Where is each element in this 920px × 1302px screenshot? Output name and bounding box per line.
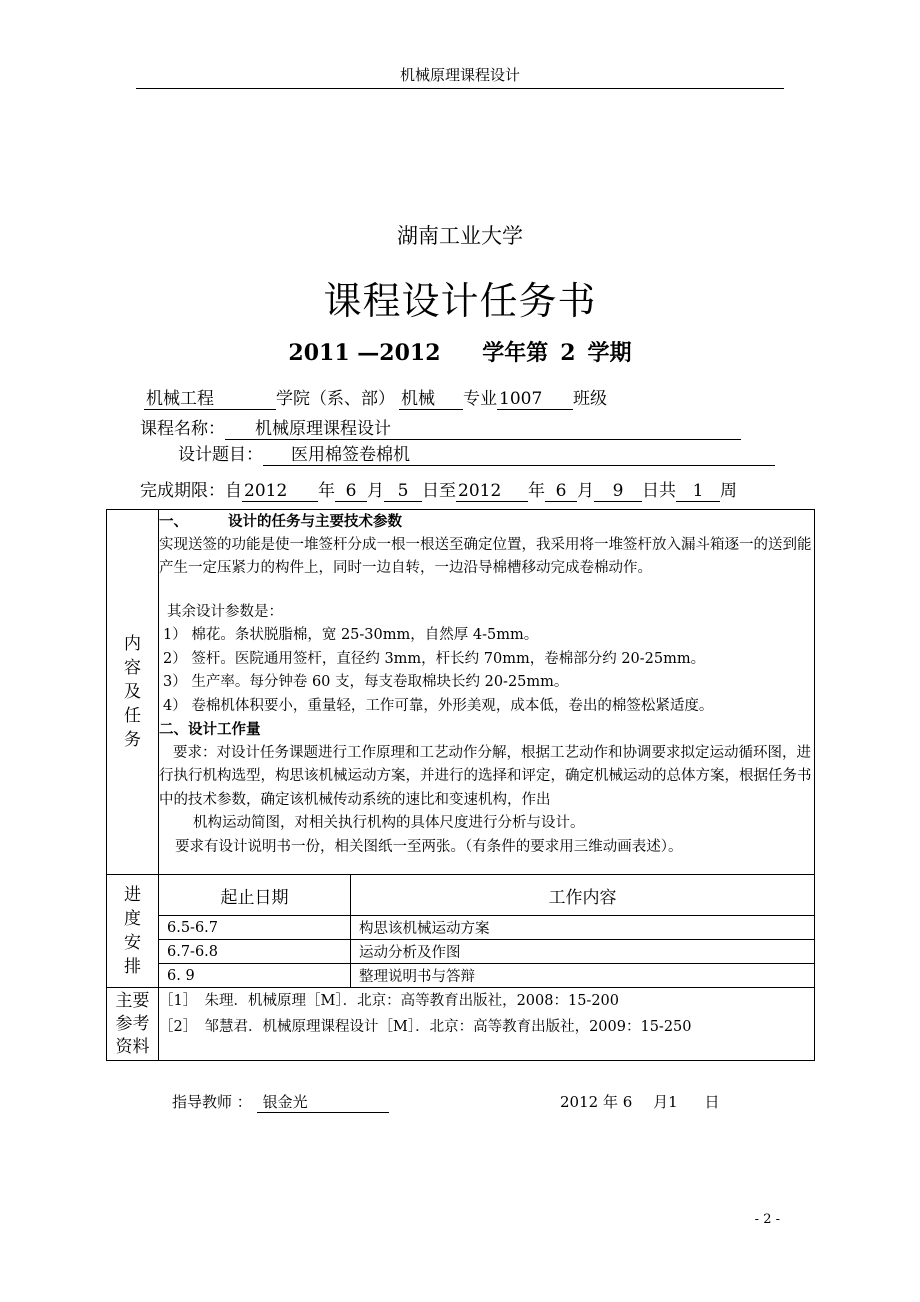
course-name-label: 课程名称：	[140, 419, 225, 439]
requirement-1-cont: 机构运动简图，对相关执行机构的具体尺度进行分析与设计。	[193, 815, 585, 831]
header-rule	[136, 88, 784, 89]
to-month: 6	[545, 481, 577, 502]
teacher-line	[172, 1091, 389, 1113]
design-topic-label: 设计题目：	[178, 445, 263, 465]
reference-item: ［2］ 邹慧君．机械原理课程设计［M］．北京：高等教育出版社，2009：15-250	[159, 1019, 692, 1035]
teacher-name: 银金光	[257, 1091, 389, 1113]
from-day: 5	[384, 481, 422, 502]
content-side-label	[107, 510, 159, 875]
side-text: 资料	[115, 1037, 150, 1057]
teacher-label: 指导教师 ：	[172, 1093, 252, 1111]
param-item: 2） 签杆。医院通用签杆，直径约 3mm，杆长约 70mm，卷棉部分约 20-25mm。	[163, 650, 706, 667]
side-char: 度	[124, 909, 141, 929]
side-char: 进	[124, 885, 141, 905]
period-nian2: 年	[528, 481, 545, 501]
term-num: 2	[560, 340, 576, 366]
period-yue2: 月	[577, 481, 594, 501]
course-name-value: 机械原理课程设计	[225, 414, 741, 440]
university-name: 湖南工业大学	[397, 224, 523, 248]
requirement-1: 要求：对设计任务课题进行工作原理和工艺动作分解，根据工艺动作和协调要求拟定运动循环图，进行执行机构选型，构思该机械运动方案，并进行的选择和评定，确定机械运动的总体方案，根据任务书中的技术参数，确定该机械传动系统的速比和变速机构，作出	[159, 744, 812, 808]
paragraph-1: 实现送签的功能是使一堆签杆分成一根一根送至确定位置，我采用将一堆签杆放入漏斗箱逐一的送到能产生一定压紧力的构件上，同时一边自转，一边沿导棉槽移动完成卷棉动作。	[159, 536, 812, 576]
sign-month: 6	[622, 1093, 633, 1111]
side-char: 内	[124, 634, 141, 654]
class-value: 1007	[497, 389, 573, 410]
schedule-col-work: 工作内容	[351, 875, 815, 916]
param-item: 3） 生产率。每分钟卷 60 支，每支卷取棉块长约 20-25mm。	[163, 674, 569, 690]
course-name-line	[140, 414, 741, 440]
design-topic-value: 医用棉签卷棉机	[263, 440, 775, 466]
side-text: 参考	[115, 1014, 150, 1034]
weeks: 1	[676, 481, 720, 502]
schedule-work: 构思该机械运动方案	[351, 916, 815, 940]
class-suffix: 班级	[573, 389, 607, 409]
term-label1: 学年第	[482, 340, 549, 366]
param-item: 1） 棉花。条状脱脂棉，宽 25-30mm，自然厚 4-5mm。	[163, 627, 539, 643]
document-title: 课程设计任务书	[323, 279, 597, 323]
from-year: 2012	[242, 481, 318, 502]
sign-year: 2012	[560, 1093, 599, 1111]
side-text: 主要	[115, 991, 150, 1011]
to-day: 9	[594, 481, 642, 502]
period-yue: 月	[367, 481, 384, 501]
term-label2: 学期	[587, 340, 632, 366]
side-char: 排	[124, 957, 141, 977]
schedule-row	[107, 940, 815, 964]
term-line	[0, 336, 920, 367]
major-value: 机械	[399, 384, 463, 410]
page-header: 机械原理课程设计	[399, 66, 520, 84]
reference-item: ［1］ 朱理．机械原理［M］．北京：高等教育出版社，2008：15-200	[159, 993, 619, 1009]
from-month: 6	[335, 481, 367, 502]
sign-yue: 月	[653, 1093, 669, 1111]
to-year: 2012	[456, 481, 528, 502]
page-number: - 2 -	[754, 1212, 780, 1227]
sign-day: 1	[668, 1093, 678, 1111]
sign-ri: 日	[704, 1093, 720, 1111]
period-zhou: 周	[720, 481, 737, 501]
spacer	[159, 581, 814, 601]
side-char: 安	[124, 933, 141, 953]
schedule-work: 运动分析及作图	[351, 940, 815, 964]
term-years: 2011 —2012	[288, 340, 441, 366]
schedule-work: 整理说明书与答辩	[351, 964, 815, 988]
schedule-col-date: 起止日期	[159, 875, 351, 916]
side-char: 任	[124, 706, 141, 726]
references-cell	[159, 988, 815, 1061]
params-intro: 其余设计参数是：	[167, 603, 283, 620]
side-char: 务	[124, 730, 141, 750]
college-suffix: 学院（系、部）	[276, 389, 395, 409]
schedule-date: 6. 9	[159, 964, 351, 988]
sign-nian: 年	[602, 1093, 618, 1111]
design-topic-line	[178, 440, 775, 466]
schedule-row	[107, 964, 815, 988]
major-suffix: 专业	[463, 389, 497, 409]
college-value: 机械工程	[144, 384, 276, 410]
content-cell	[159, 510, 815, 875]
references-side-label	[107, 988, 159, 1061]
section-heading-2: 二、设计工作量	[159, 721, 261, 738]
schedule-date: 6.7-6.8	[159, 940, 351, 964]
schedule-date: 6.5-6.7	[159, 916, 351, 940]
side-char: 及	[124, 682, 141, 702]
sign-date	[560, 1091, 719, 1112]
period-nian: 年	[318, 481, 335, 501]
side-char: 容	[124, 658, 141, 678]
period-line	[140, 476, 737, 502]
param-item: 4） 卷棉机体积要小，重量轻，工作可靠，外形美观，成本低，卷出的棉签松紧适度。	[163, 697, 714, 714]
schedule-side-label	[107, 875, 159, 988]
college-line	[144, 384, 607, 410]
period-label: 完成期限：自	[140, 481, 242, 501]
schedule-row	[107, 916, 815, 940]
period-rizhi: 日至	[422, 481, 456, 501]
section-heading-1: 一、 设计的任务与主要技术参数	[159, 513, 402, 530]
period-rigong: 日共	[642, 481, 676, 501]
task-table	[106, 509, 815, 1061]
requirement-2: 要求有设计说明书一份，相关图纸一至两张。（有条件的要求用三维动画表述）。	[175, 838, 683, 855]
